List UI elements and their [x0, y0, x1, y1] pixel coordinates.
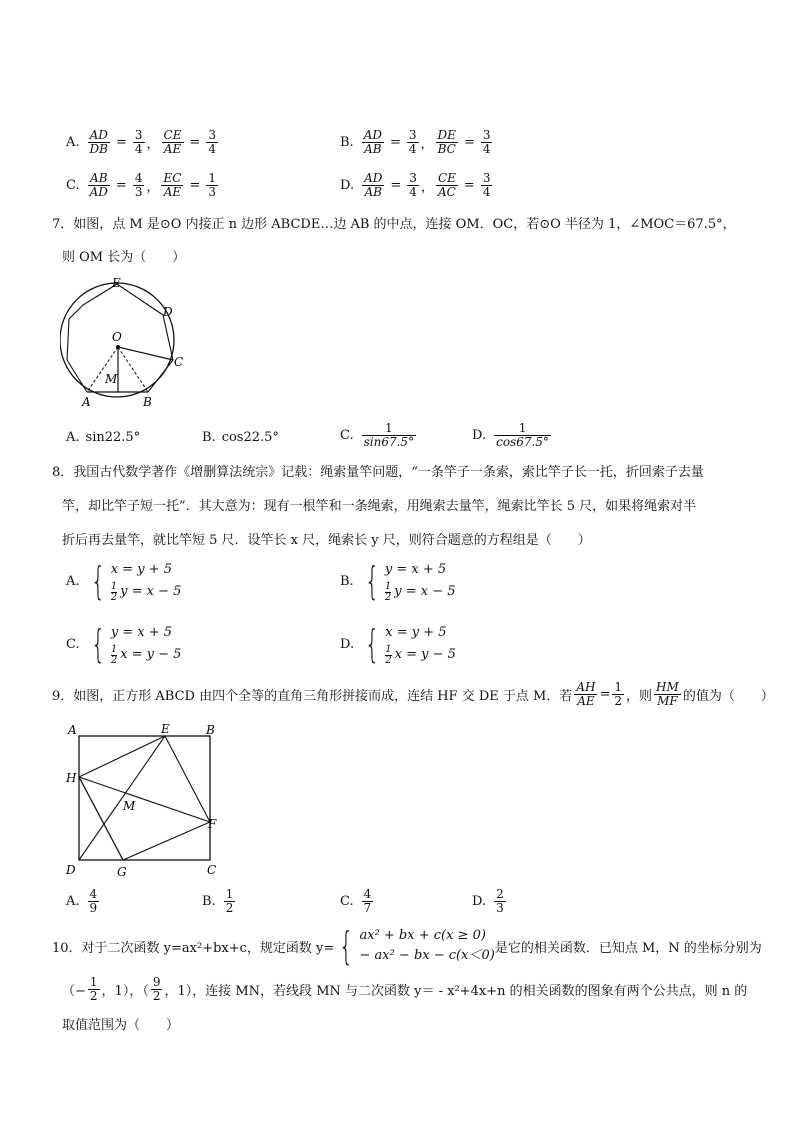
q9-figure [62, 720, 227, 880]
option-label: B. [340, 135, 354, 150]
label-m: M [123, 799, 136, 813]
q6-option-c[interactable]: C. $\frac{AB}{AD}$ = $\frac{4}{3}$ ， $\frac{EC}{AE}$ = $\frac{1}{3}$ [66, 171, 216, 199]
label-d: D [163, 305, 173, 319]
label-c: C [174, 355, 184, 369]
q8-option-b[interactable]: B. { y = x + 5 $\frac{1}{2}$ y = x − 5 [340, 559, 456, 603]
q8-option-c[interactable]: C. { y = x + 5 $\frac{1}{2}$ x = y − 5 [66, 622, 182, 666]
q7-option-c[interactable]: C. $\frac{1}{\sin 67.5^\circ}$ [340, 421, 415, 449]
dashed-ob [118, 347, 148, 392]
q7-option-b[interactable]: B. cos22.5° [202, 430, 279, 445]
q9-option-b[interactable]: B. $\frac{1}{2}$ [202, 887, 234, 915]
q8-option-d[interactable]: D. { x = y + 5 $\frac{1}{2}$ x = y − 5 [340, 622, 456, 666]
label-h: H [66, 771, 77, 785]
q9-option-d[interactable]: D. $\frac{2}{3}$ [472, 887, 504, 915]
question-10-line-3: 取值范围为（ ） [62, 1018, 180, 1033]
q9-option-c[interactable]: C. $\frac{4}{7}$ [340, 887, 372, 915]
label-a: A [68, 723, 77, 737]
label-d: D [66, 863, 76, 877]
brace-icon: { [364, 559, 380, 603]
label-a: A [82, 395, 91, 409]
q6-option-a[interactable]: A. $\frac{AD}{DB}$ = $\frac{3}{4}$ ， $\frac{CE}{AE}$ = $\frac{3}{4}$ [66, 128, 217, 156]
q6-option-b[interactable]: B. $\frac{AD}{AB}$ = $\frac{3}{4}$ ， $\frac{DE}{BC}$ = $\frac{3}{4}$ [340, 128, 491, 156]
label-c: C [207, 863, 217, 877]
q7-option-a[interactable]: A. sin22.5° [66, 430, 141, 445]
label-f: F [208, 817, 217, 831]
q9-option-a[interactable]: A. $\frac{4}{9}$ [66, 887, 98, 915]
label-e: E [161, 722, 170, 736]
brace-icon: { [364, 622, 380, 666]
q7-option-d[interactable]: D. $\frac{1}{\cos 67.5^\circ}$ [472, 421, 549, 449]
option-label: D. [340, 178, 355, 193]
question-10-line-1: 10．对于二次函数 y=ax²+bx+c，规定函数 y= { ax² + bx + c(x ≥ 0) − ax² − bx − c(x＜0) 是它的相关函数．已知点 M，N 的坐标分别为 [52, 924, 762, 968]
segment-de [79, 736, 165, 860]
inner-square-hefg [79, 736, 210, 860]
segment-oc [118, 347, 173, 360]
point-o [116, 345, 120, 349]
question-8-stem: 8．我国古代数学著作《增删算法统宗》记载：绳索量竿问题，“一条竿子一条索，索比竿子长一托，折回索子去量 竿，却比竿子短一托”．其大意为：现有一根竿和一条绳索，用绳索去量竿，绳索比竿长 5 尺，如果将绳索对半 折后再去量竿，就比竿短 5 尺．设竿长 x 尺，绳索长 y 尺，则符合题意的方程组是（ ） [52, 465, 704, 548]
brace-icon: { [90, 622, 105, 666]
option-label: C. [66, 178, 80, 193]
question-9-stem: 9．如图，正方形 ABCD 由四个全等的直角三角形拼接而成，连结 HF 交 DE 于点 M．若 $\frac{AH}{AE}$ = $\frac{1}{2}$ ，则 $\frac{HM}{MF}$ 的值为（ ） [52, 680, 774, 708]
q8-option-a[interactable]: A. { x = y + 5 $\frac{1}{2}$ y = x − 5 [66, 559, 182, 603]
label-e: E [112, 276, 121, 290]
question-10-line-2: （− $\frac{1}{2}$ ，1），（ $\frac{9}{2}$ ，1），连接 MN，若线段 MN 与二次函数 y＝ - x²+4x+n 的相关函数的图象有两个公共点，则 n 的 [62, 975, 748, 1003]
q7-figure [60, 275, 200, 410]
question-7-stem: 7．如图，点 M 是⊙O 内接正 n 边形 ABCDE…边 AB 的中点，连接 OM．OC，若⊙O 半径为 1，∠MOC＝67.5°， 则 OM 长为（ ） [52, 217, 736, 265]
label-m: M [105, 372, 118, 386]
brace-icon: { [339, 924, 354, 968]
square-abcd [79, 736, 210, 860]
q6-option-d[interactable]: D. $\frac{AD}{AB}$ = $\frac{3}{4}$ ， $\frac{CE}{AC}$ = $\frac{3}{4}$ [340, 171, 491, 199]
label-b: B [206, 723, 215, 737]
label-o: O [112, 330, 122, 344]
label-b: B [143, 395, 152, 409]
label-g: G [117, 865, 127, 879]
option-label: A. [66, 135, 80, 150]
brace-icon: { [90, 559, 105, 603]
